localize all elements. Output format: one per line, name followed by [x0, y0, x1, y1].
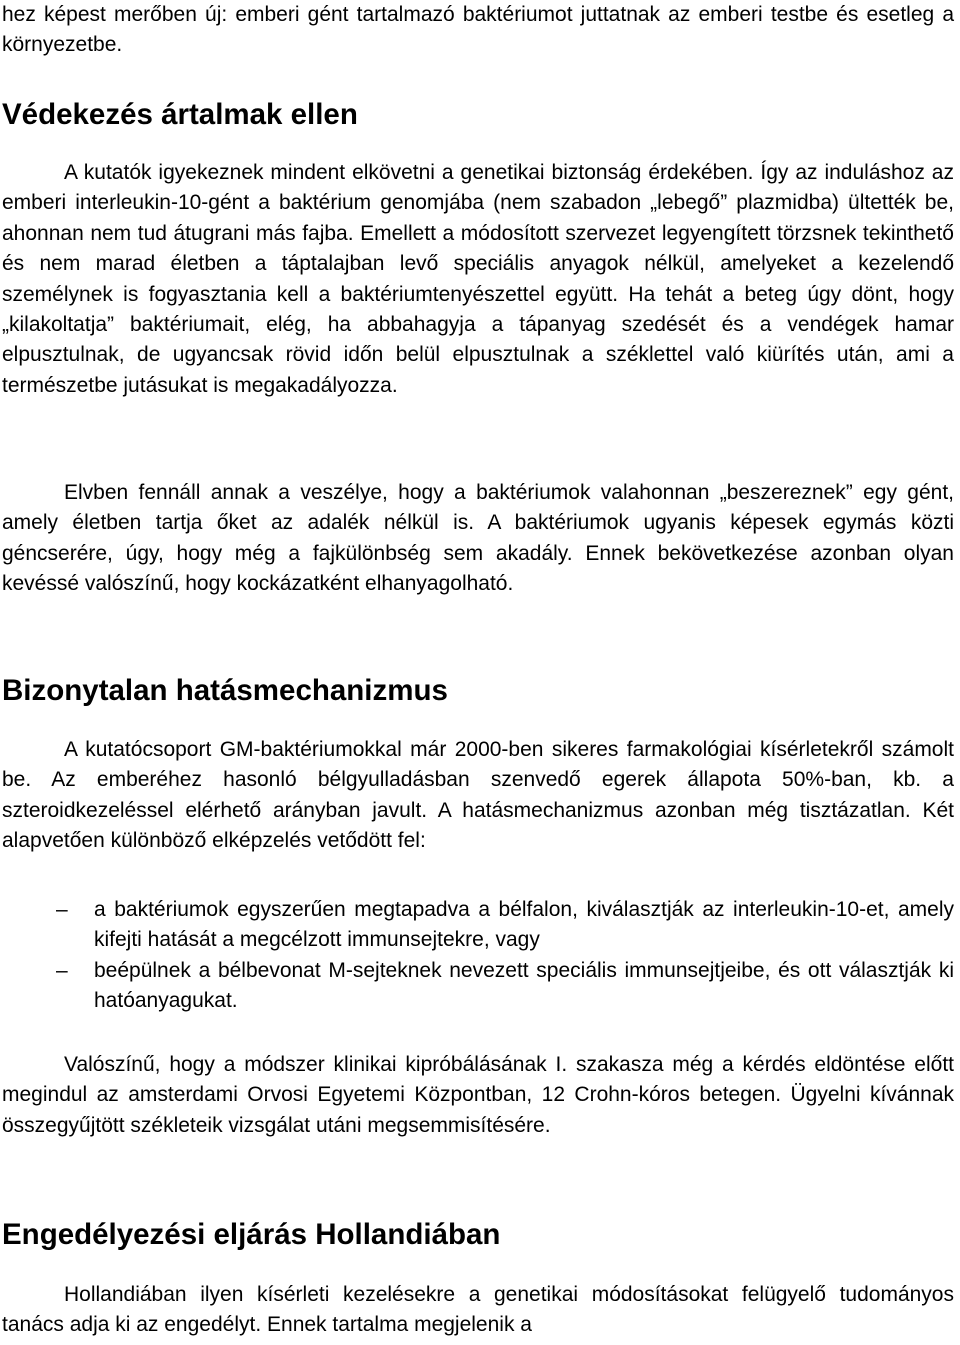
intro-paragraph: hez képest merőben új: emberi gént tartalmazó baktériumot juttatnak az emberi testbe és esetleg a környezetbe. — [2, 3, 954, 57]
section-heading-approval: Engedélyezési eljárás Hollandiában — [2, 1218, 501, 1251]
dash-bullet: – — [56, 958, 68, 982]
dash-bullet: – — [56, 898, 68, 921]
hypothesis-list — [2, 895, 954, 1017]
section-heading-mechanism: Bizonytalan hatásmechanizmus — [2, 674, 448, 707]
list-item-text: beépülnek a bélbevonat M-sejteknek nevezett speciális immunsejtjeibe, és ott választják ki hatóanyagukat. — [94, 958, 954, 1013]
list-item — [2, 956, 954, 1017]
list-item-text: a baktériumok egyszerűen megtapadva a bélfalon, kiválasztják az interleukin-10-et, amely kifejti hatását a megcélzott immunsejtekre, vagy — [94, 898, 954, 952]
section2-paragraph-2: Valószínű, hogy a módszer klinikai kipróbálásának I. szakasza még a kérdés eldöntése előtt megindul az amsterdami Orvosi Egyetemi Központban, 12 Crohn-kóros betegen. Ügyelni kívánnak összegyűjtött székleteik vizsgálat utáni megsemmisítésére. — [2, 1053, 954, 1137]
section1-paragraph-2: Elvben fennáll annak a veszélye, hogy a baktériumok valahonnan „beszereznek” egy gént, amely életben tartja őket az adalék nélkül is. A baktériumok ugyanis képesek egymás közti géncserére, úgy, hogy még a fajkülönbség sem akadály. Ennek bekövetkezése azonban olyan kevéssé valószínű, hogy kockázatként elhanyagolható. — [2, 481, 954, 596]
section1-paragraph-1: A kutatók igyekeznek mindent elkövetni a genetikai biztonság érdekében. Így az induláshoz az emberi interleukin-10-gént a baktérium genomjába (nem szabadon „lebegő” plazmidba) ültették be, ahonnan nem tud átugrani más fajba. Emellett a módosított szervezet legyengített törzsnek tekinthető és nem marad életben a táptalajban levő speciális anyagok nélkül, amelyeket a kezelendő személynek is fogyasztania kell a baktériumtenyészettel együtt. Ha tehát a beteg úgy dönt, hogy „kilakoltatja” baktériumait, elég, ha abbahagyja a tápanyag szedését és a vendégek hamar elpusztulnak, de ugyancsak rövid időn belül elpusztulnak a széklettel való kiürítés után, ami a természetbe jutásukat is megakadályozza. — [2, 161, 954, 397]
section-heading-protection: Védekezés ártalmak ellen — [2, 98, 358, 131]
section3-paragraph-1: Hollandiában ilyen kísérleti kezelésekre a genetikai módosításokat felügyelő tudományos tanács adja ki az engedélyt. Ennek tartalma megjelenik a — [2, 1283, 954, 1337]
list-item — [2, 895, 954, 956]
section2-paragraph-1: A kutatócsoport GM-baktériumokkal már 2000-ben sikeres farmakológiai kísérletekről számolt be. Az emberéhez hasonló bélgyulladásban szenvedő egerek állapota 50%-ban, kb. a szteroidkezeléssel elérhető arányban javult. A hatásmechanizmus azonban még tisztázatlan. Két alapvetően különböző elképzelés vetődött fel: — [2, 738, 954, 853]
